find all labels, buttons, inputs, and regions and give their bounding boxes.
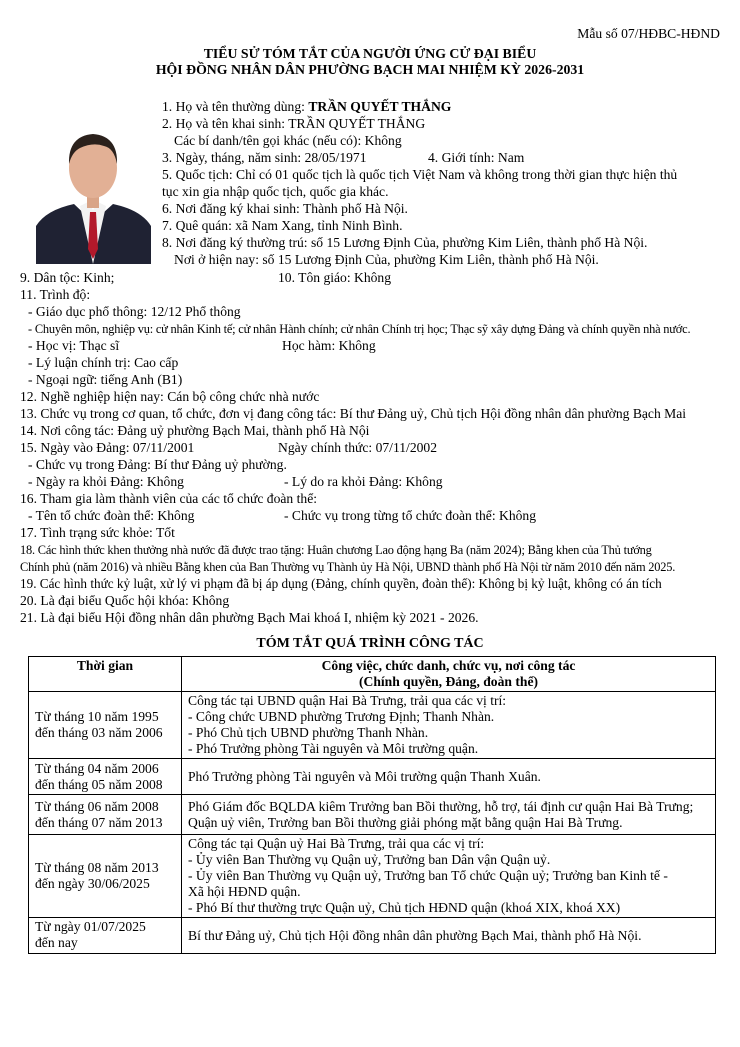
- line-nationality: 5. Quốc tịch: Chỉ có 01 quốc tịch là quốc tịch Việt Nam và không trong thời gian thực hiện thủ: [162, 167, 678, 182]
- time-start: Từ tháng 04 năm 2006: [35, 760, 159, 776]
- work-line: - Công chức UBND phường Trương Định; Thanh Nhàn.: [188, 709, 495, 724]
- line-foreign-language: - Ngoại ngữ: tiếng Anh (B1): [28, 372, 183, 387]
- line-permanent-residence: 8. Nơi đăng ký thường trú: số 15 Lương Định Của, phường Kim Liên, thành phố Hà Nội.: [162, 235, 648, 250]
- document-title-line2: HỘI ĐỒNG NHÂN DÂN PHƯỜNG BẠCH MAI NHIỆM KỲ 2026-2031: [155, 62, 585, 77]
- header-work: [182, 657, 716, 692]
- common-name-value: TRẦN QUYẾT THẮNG: [308, 99, 452, 114]
- line-current-residence: Nơi ở hiện nay: số 15 Lương Định Của, phường Kim Liên, thành phố Hà Nội.: [174, 252, 599, 267]
- work-line: - Phó Chủ tịch UBND phường Thanh Nhàn.: [188, 725, 429, 740]
- work-line: Phó Trưởng phòng Tài nguyên và Môi trường quận Thanh Xuân.: [188, 768, 541, 784]
- time-cell: [29, 918, 182, 954]
- work-line: - Ủy viên Ban Thường vụ Quận uỷ, Trưởng ban Dân vận Quận uỷ.: [188, 852, 551, 867]
- portrait-photo: [36, 114, 151, 264]
- time-start: Từ tháng 10 năm 1995: [35, 709, 159, 724]
- table-row: [29, 795, 716, 835]
- table-row: [29, 918, 716, 954]
- work-line: Phó Giám đốc BQLDA kiêm Trưởng ban Bồi thường, hỗ trợ, tái định cư quận Hai Bà Trưng;: [188, 798, 694, 814]
- common-name-label: 1. Họ và tên thường dùng:: [162, 99, 309, 114]
- line-aliases: Các bí danh/tên gọi khác (nếu có): Không: [174, 133, 402, 148]
- line-common-name: [162, 99, 451, 115]
- line-birth-name: 2. Họ và tên khai sinh: TRẦN QUYẾT THẮNG: [162, 116, 426, 131]
- line-awards-cont: Chính phủ (năm 2016) và nhiều Bằng khen của Ban Thường vụ Thành ủy Hà Nội, UBND thành phố Hà Nội từ năm 2010 đến năm 2025.: [20, 560, 676, 574]
- line-academic-title: Học hàm: Không: [282, 338, 376, 353]
- line-party-join-date: 15. Ngày vào Đảng: 07/11/2001: [20, 440, 195, 455]
- time-start: Từ ngày 01/07/2025: [35, 919, 146, 934]
- line-nationality-cont: tục xin gia nhập quốc tịch, quốc gia khác.: [162, 184, 389, 199]
- line-birth-registration: 6. Nơi đăng ký khai sinh: Thành phố Hà Nội.: [162, 201, 408, 216]
- time-cell: [29, 835, 182, 918]
- line-gender: 4. Giới tính: Nam: [428, 150, 525, 165]
- line-religion: 10. Tôn giáo: Không: [278, 270, 392, 285]
- line-education-heading: 11. Trình độ:: [20, 287, 91, 302]
- line-occupation: 12. Nghề nghiệp hiện nay: Cán bộ công chức nhà nước: [20, 389, 320, 404]
- header-time: Thời gian: [29, 657, 182, 692]
- work-line: Bí thư Đảng uỷ, Chủ tịch Hội đồng nhân dân phường Bạch Mai, thành phố Hà Nội.: [188, 927, 642, 943]
- line-organizations: 16. Tham gia làm thành viên của các tổ chức đoàn thể:: [20, 491, 318, 506]
- line-general-education: - Giáo dục phổ thông: 12/12 Phổ thông: [28, 304, 241, 319]
- header-work-line2: (Chính quyền, Đảng, đoàn thể): [358, 674, 539, 689]
- work-cell: [182, 692, 716, 759]
- work-history-table: [28, 656, 716, 954]
- line-council-delegate: 21. Là đại biểu Hội đồng nhân dân phường Bạch Mai khoá I, nhiệm kỳ 2021 - 2026.: [20, 610, 479, 625]
- line-dob: 3. Ngày, tháng, năm sinh: 28/05/1971: [162, 150, 367, 165]
- table-header-row: [29, 657, 716, 692]
- document-title-line1: TIỂU SỬ TÓM TẮT CỦA NGƯỜI ỨNG CỬ ĐẠI BIỂU: [203, 46, 537, 61]
- table-row: [29, 759, 716, 795]
- work-line: - Phó Trưởng phòng Tài nguyên và Môi trường quận.: [188, 741, 479, 756]
- line-discipline: 19. Các hình thức kỷ luật, xử lý vi phạm đã bị áp dụng (Đảng, chính quyền, đoàn thể): Không bị kỷ luật, không có án tích: [20, 576, 662, 591]
- time-end: đến ngày 30/06/2025: [35, 876, 150, 891]
- time-start: Từ tháng 06 năm 2008: [35, 798, 159, 814]
- line-workplace: 14. Nơi công tác: Đảng uỷ phường Bạch Mai, thành phố Hà Nội: [20, 423, 370, 438]
- work-cell: [182, 835, 716, 918]
- line-party-exit-date: - Ngày ra khỏi Đảng: Không: [28, 474, 184, 489]
- work-cell: [182, 918, 716, 954]
- line-professional-qualification: - Chuyên môn, nghiệp vụ: cử nhân Kinh tế; cử nhân Hành chính; cử nhân Chính trị học; Thạc sỹ xây dựng Đảng và chính quyền nhà nước.: [28, 322, 691, 336]
- section-title: TÓM TẮT QUÁ TRÌNH CÔNG TÁC: [256, 636, 484, 651]
- time-end: đến tháng 05 năm 2008: [35, 776, 163, 792]
- line-degree: - Học vị: Thạc sĩ: [28, 338, 120, 353]
- time-end: đến tháng 07 năm 2013: [35, 814, 163, 830]
- work-line: Công tác tại Quận uỷ Hai Bà Trưng, trải qua các vị trí:: [188, 836, 485, 851]
- work-line: Công tác tại UBND quận Hai Bà Trưng, trải qua các vị trí:: [188, 693, 507, 708]
- line-party-official-date: Ngày chính thức: 07/11/2002: [278, 440, 438, 455]
- line-health: 17. Tình trạng sức khỏe: Tốt: [20, 525, 175, 540]
- line-ethnicity: 9. Dân tộc: Kinh;: [20, 270, 115, 285]
- line-national-assembly: 20. Là đại biểu Quốc hội khóa: Không: [20, 593, 230, 608]
- line-political-theory: - Lý luận chính trị: Cao cấp: [28, 355, 179, 370]
- time-start: Từ tháng 08 năm 2013: [35, 860, 159, 875]
- time-cell: [29, 759, 182, 795]
- work-line: - Phó Bí thư thường trực Quận uỷ, Chủ tịch HĐND quận (khoá XIX, khoá XX): [188, 900, 621, 915]
- work-cell: [182, 795, 716, 835]
- table-row: [29, 692, 716, 759]
- work-cell: [182, 759, 716, 795]
- line-party-exit-reason: - Lý do ra khỏi Đảng: Không: [284, 474, 443, 489]
- time-cell: [29, 692, 182, 759]
- time-end: đến nay: [35, 935, 78, 950]
- work-line: - Ủy viên Ban Thường vụ Quận uỷ, Trưởng ban Tổ chức Quận uỷ; Trưởng ban Kinh tế -: [188, 868, 668, 883]
- line-organization-name: - Tên tổ chức đoàn thể: Không: [28, 508, 195, 523]
- line-hometown: 7. Quê quán: xã Nam Xang, tỉnh Ninh Bình.: [162, 218, 403, 233]
- line-awards: 18. Các hình thức khen thưởng nhà nước đã được trao tặng: Huân chương Lao động hạng Ba (năm 2024); Bằng khen của Thủ tướng: [20, 543, 652, 557]
- line-party-position: - Chức vụ trong Đảng: Bí thư Đảng uỷ phường.: [28, 457, 287, 472]
- time-cell: [29, 795, 182, 835]
- work-line: Quận uỷ viên, Trưởng ban Bồi thường giải phóng mặt bằng quận Hai Bà Trưng.: [188, 814, 623, 830]
- form-number: Mẫu số 07/HĐBC-HĐND: [577, 26, 720, 41]
- work-line: Xã hội HĐND quận.: [188, 884, 301, 899]
- line-position: 13. Chức vụ trong cơ quan, tổ chức, đơn vị đang công tác: Bí thư Đảng uỷ, Chủ tịch Hội đồng nhân dân phường Bạch Mai: [20, 406, 687, 421]
- time-end: đến tháng 03 năm 2006: [35, 725, 163, 740]
- header-work-line1: Công việc, chức danh, chức vụ, nơi công tác: [321, 658, 576, 673]
- line-organization-role: - Chức vụ trong từng tổ chức đoàn thể: Không: [284, 508, 537, 523]
- table-row: [29, 835, 716, 918]
